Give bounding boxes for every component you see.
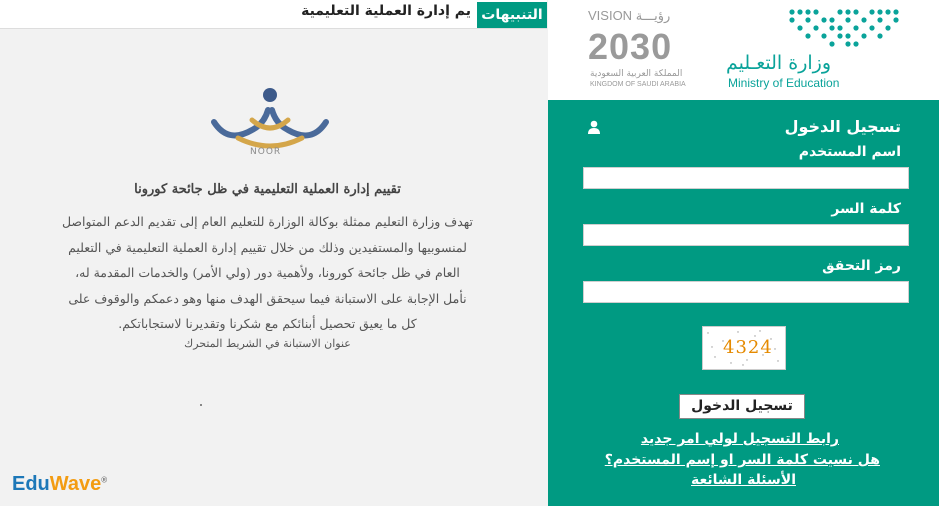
vision-country-ar: المملكة العربية السعودية [590,69,683,79]
moe-name-ar: وزارة التعـليم [726,52,832,74]
vision-country-en: KINGDOM OF SAUDI ARABIA [590,81,686,88]
eduwave-logo: EduWave® [12,473,108,495]
ticker-text[interactable]: يم إدارة العملية التعليمية [301,3,471,19]
login-title: تسجيل الدخول [784,117,901,136]
captcha-input[interactable] [583,281,909,303]
password-label: كلمة السر [831,201,901,217]
ministry-of-education-logo [726,8,901,92]
moe-name-en: Ministry of Education [728,76,840,90]
noor-logo-text: NOOR [250,147,282,157]
captcha-label: رمز التحقق [822,258,901,274]
username-input[interactable] [583,167,909,189]
username-label: اسم المستخدم [798,144,901,160]
survey-line: تهدف وزارة التعليم ممثلة بوكالة الوزارة للتعليم العام إلى تقديم الدعم المتواصل [61,214,474,229]
alerts-label[interactable]: التنبيهات [477,2,547,28]
eduwave-logo-edu: Edu [12,473,50,495]
survey-line: نأمل الإجابة على الاستبانة فيما سيحقق الهدف منها وهو دعمكم والوقوف على [68,290,467,306]
vision-title: VISION رؤيـــة [588,8,671,23]
captcha-image [702,326,786,370]
alerts-ticker-bar [0,0,547,29]
vision-2030-logo [588,8,708,90]
survey-line: العام في ظل جائحة كورونا، ولأهمية دور (ولي الأمر) والخدمات المقدمة له، [75,265,460,280]
eduwave-logo-wave: Wave [49,473,102,495]
survey-line: كل ما يعيق تحصيل أبنائكم مع شكرنا وتقديرنا لاستجاباتكم. [118,316,417,331]
survey-title: تقييم إدارة العملية التعليمية في ظل جائحة كورونا [134,182,401,197]
captcha-code: 4324 [723,337,773,358]
logos-header [548,0,939,100]
forgot-password-link[interactable]: هل نسيت كلمة السر او إسم المستخدم؟ [604,452,880,468]
survey-note: عنوان الاستبانة في الشريط المتحرك [184,336,351,350]
login-button[interactable]: تسجيل الدخول [679,394,805,419]
divider-dot [200,404,202,406]
password-input[interactable] [583,224,909,246]
moe-dots-icon [786,8,902,48]
faq-link[interactable]: الأسئلة الشائعة [691,472,796,488]
vision-year: 2030 [588,26,673,67]
user-icon [588,120,600,134]
login-panel [548,100,939,506]
parent-registration-link[interactable]: رابط التسجيل لولي امر جديد [640,431,839,447]
survey-announcement [40,178,495,350]
survey-line: لمنسوبيها والمستفيدين وذلك من خلال تقييم إدارة العملية التعليمية في التعليم [68,239,467,255]
